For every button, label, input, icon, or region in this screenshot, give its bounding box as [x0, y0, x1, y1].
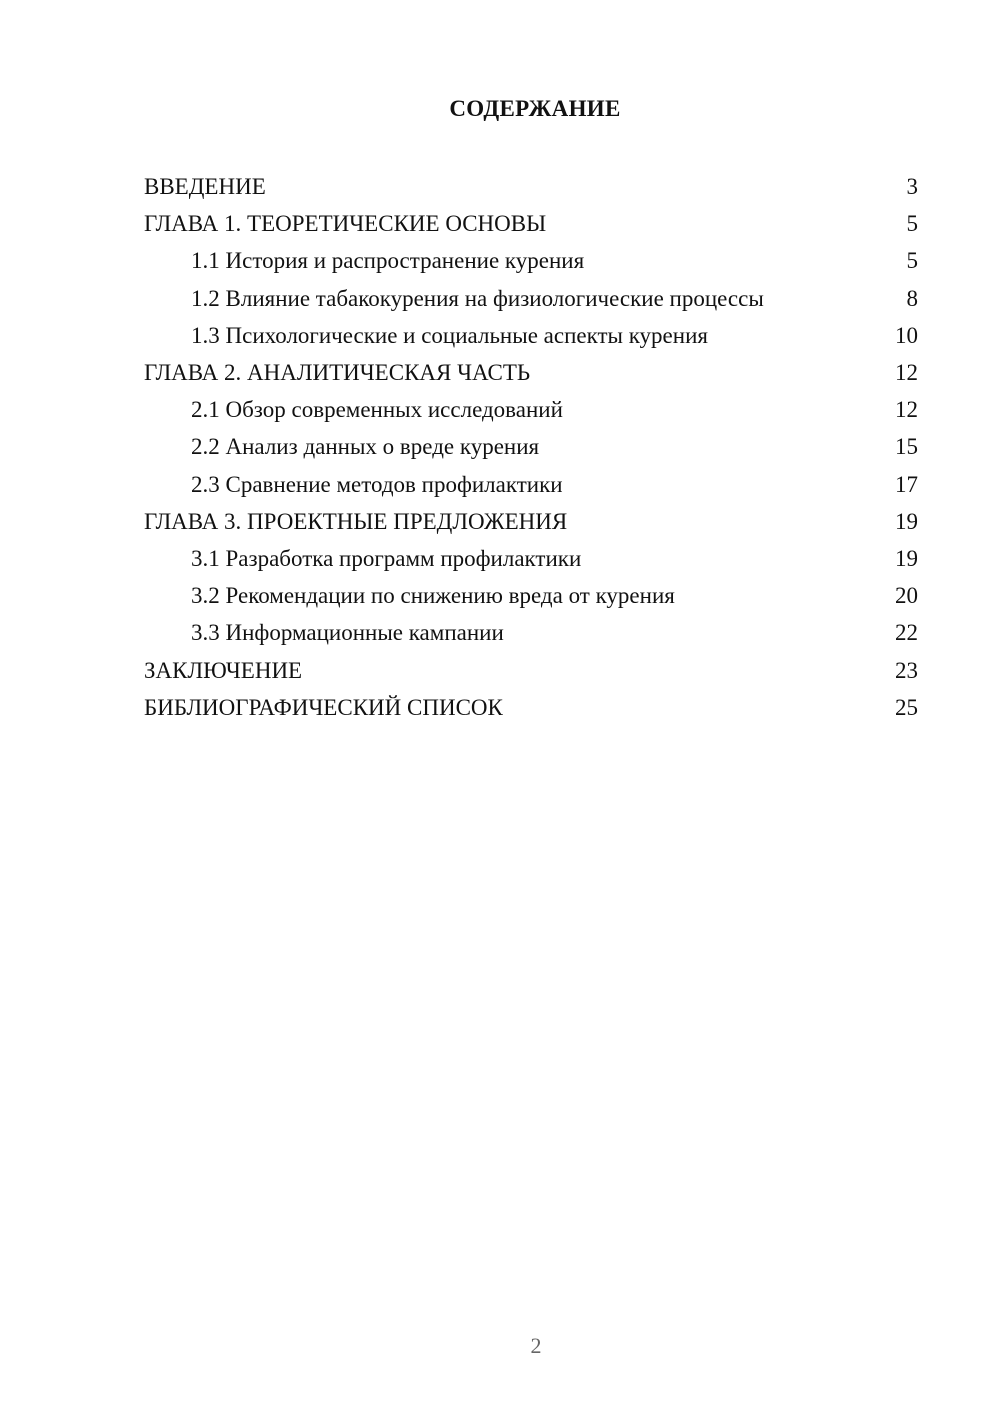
toc-entry	[144, 280, 918, 317]
toc-entry-page: 5	[906, 211, 918, 237]
toc-entry-page: 23	[895, 657, 918, 683]
toc-entry-label: ВВЕДЕНИЕ	[144, 174, 266, 200]
toc-entry-label: 1.2 Влияние табакокурения на физиологические процессы	[191, 285, 764, 311]
toc-entry-page: 22	[895, 620, 918, 646]
toc-entry-label: БИБЛИОГРАФИЧЕСКИЙ СПИСОК	[144, 694, 503, 720]
toc-entry	[144, 428, 918, 465]
toc-entry-label: 3.2 Рекомендации по снижению вреда от курения	[191, 583, 675, 609]
toc-entry	[144, 168, 918, 205]
toc-entry	[144, 354, 918, 391]
toc-entry-page: 3	[906, 174, 918, 200]
toc-entry	[144, 651, 918, 688]
toc-entry-page: 17	[895, 471, 918, 497]
toc-entry-label: ГЛАВА 1. ТЕОРЕТИЧЕСКИЕ ОСНОВЫ	[144, 211, 547, 237]
toc-entry-page: 12	[895, 397, 918, 423]
toc-entry-label: ГЛАВА 2. АНАЛИТИЧЕСКАЯ ЧАСТЬ	[144, 360, 531, 386]
toc-entry	[144, 205, 918, 242]
toc-entry-label: 2.3 Сравнение методов профилактики	[191, 471, 563, 497]
toc-entry-page: 25	[895, 694, 918, 720]
table-of-contents	[144, 168, 918, 726]
toc-entry-label: 2.2 Анализ данных о вреде курения	[191, 434, 540, 460]
toc-entry-page: 19	[895, 508, 918, 534]
toc-entry-page: 15	[895, 434, 918, 460]
toc-entry-page: 12	[895, 360, 918, 386]
toc-entry	[144, 503, 918, 540]
toc-entry-label: ГЛАВА 3. ПРОЕКТНЫЕ ПРЕДЛОЖЕНИЯ	[144, 508, 568, 534]
toc-entry-page: 10	[895, 322, 918, 348]
toc-entry	[144, 466, 918, 503]
toc-entry-label: ЗАКЛЮЧЕНИЕ	[144, 657, 303, 683]
toc-entry	[144, 540, 918, 577]
toc-entry	[144, 317, 918, 354]
toc-entry-label: 2.1 Обзор современных исследований	[191, 397, 563, 423]
toc-entry-label: 3.1 Разработка программ профилактики	[191, 545, 582, 571]
toc-entry	[144, 689, 918, 726]
toc-entry-label: 1.3 Психологические и социальные аспекты курения	[191, 322, 708, 348]
toc-entry-label: 3.3 Информационные кампании	[191, 620, 504, 646]
toc-entry	[144, 391, 918, 428]
toc-entry	[144, 242, 918, 279]
page-number: 2	[530, 1333, 542, 1358]
toc-entry	[144, 577, 918, 614]
toc-entry-page: 8	[906, 285, 918, 311]
toc-entry-page: 19	[895, 545, 918, 571]
toc-entry-page: 5	[906, 248, 918, 274]
toc-entry	[144, 614, 918, 651]
toc-entry-page: 20	[895, 583, 918, 609]
page-title: СОДЕРЖАНИЕ	[449, 96, 621, 121]
toc-entry-label: 1.1 История и распространение курения	[191, 248, 585, 274]
